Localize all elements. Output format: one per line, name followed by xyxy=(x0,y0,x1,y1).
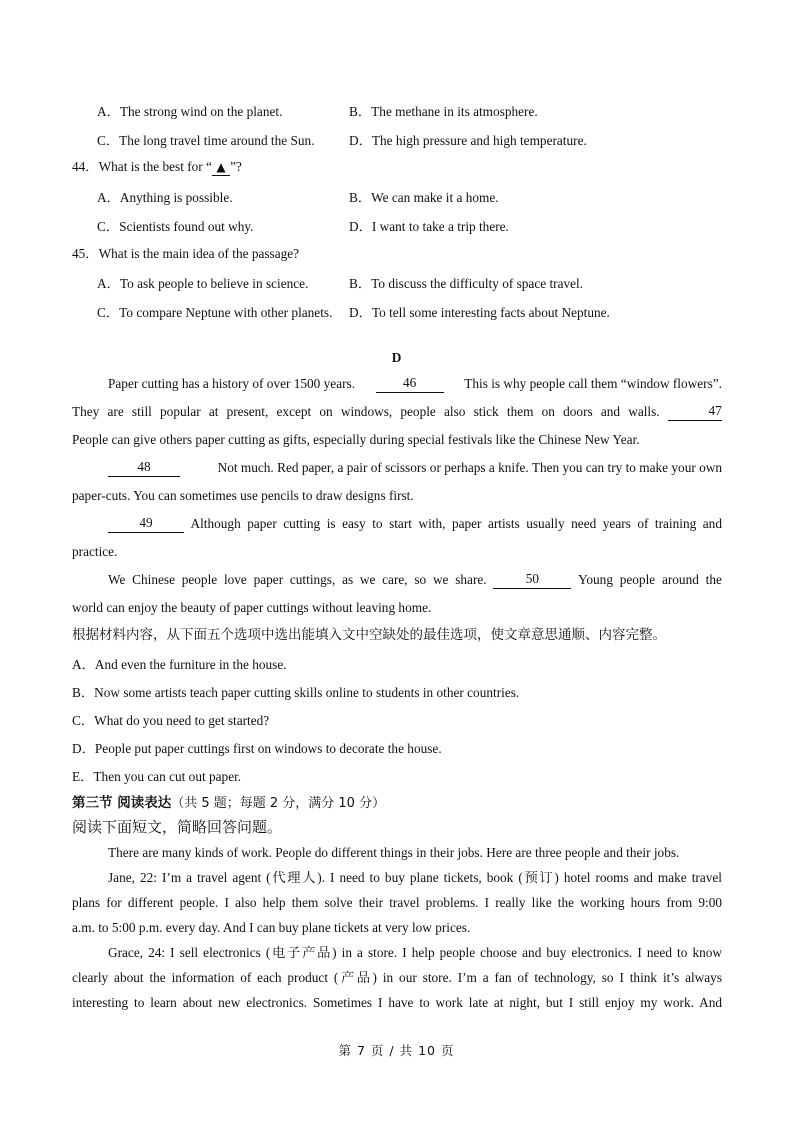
section-d-option-d: D．People put paper cuttings first on windows to decorate the house. xyxy=(72,741,442,756)
section3-instruction: 阅读下面短文，简略回答问题。 xyxy=(72,818,283,836)
section3-heading-scoring: （共 5 题；每题 2 分，满分 10 分） xyxy=(171,796,386,811)
passage-d-p4-line2: world can enjoy the beauty of paper cuttings without leaving home. xyxy=(72,600,432,615)
q44-option-row-2 xyxy=(97,216,737,234)
q45-option-b: B．To discuss the difficulty of space travel. xyxy=(349,276,584,291)
q43-option-c: C．The long travel time around the Sun. xyxy=(97,133,315,148)
blank-47: 47 xyxy=(668,403,722,421)
word: need xyxy=(571,516,597,531)
word: start xyxy=(389,516,412,531)
word: and xyxy=(702,516,722,531)
grace-line2: clearly about the information of each product (产品) in our store. I’m a fan of technology, so I think it’s always xyxy=(72,970,722,985)
word: with, xyxy=(418,516,446,531)
word: people xyxy=(619,572,656,587)
word: windows, xyxy=(340,404,393,419)
word: paper xyxy=(253,572,284,587)
q44-question: 44．What is the best for “ ▲ ”? xyxy=(72,159,242,174)
section3-heading xyxy=(72,794,385,813)
q45-option-d: D．To tell some interesting facts about Neptune. xyxy=(349,305,610,320)
word: present, xyxy=(226,404,269,419)
word: Chinese xyxy=(132,572,175,587)
word: usually xyxy=(526,516,565,531)
word: we xyxy=(359,572,376,587)
passage-d-p2-line1: 48 Not much. Red paper, a pair of scissors or perhaps a knife. Then you can try to make your own xyxy=(108,459,722,477)
word: care, xyxy=(382,572,408,587)
passage-d-p1-line3: People can give others paper cutting as gifts, especially during special festivals like the Chinese New Year. xyxy=(72,432,640,447)
passage-d-p1-line2 xyxy=(72,403,722,421)
word: are xyxy=(107,404,124,419)
q44-option-c: C．Scientists found out why. xyxy=(97,219,254,234)
word: of xyxy=(637,516,649,531)
word: doors xyxy=(563,404,593,419)
word: and xyxy=(600,404,621,419)
q43-option-row-2 xyxy=(97,130,737,148)
word: is xyxy=(326,516,336,531)
word: paper xyxy=(451,516,482,531)
q43-option-a: A．The strong wind on the planet. xyxy=(97,104,283,119)
triangle-blank-icon: ▲ xyxy=(212,160,230,176)
blank-50: 50 xyxy=(493,571,571,589)
grace-line3: interesting to learn about new electronics. Sometimes I have to work late at night, but I still enjoy my work. And xyxy=(72,995,722,1010)
word: as xyxy=(342,572,354,587)
grace-line1: Grace, 24: I sell electronics (电子产品) in a store. I help people choose and buy electronics. I need to know xyxy=(108,945,722,960)
word: around xyxy=(661,572,699,587)
section-d-instruction: 根据材料内容，从下面五个选项中选出能填入文中空缺处的最佳选项，使文章意思通顺、内容完整。 xyxy=(72,627,666,643)
word: still xyxy=(131,404,152,419)
word: We xyxy=(108,572,126,587)
jane-line3: a.m. to 5:00 p.m. every day. And I can buy plane tickets at very low prices. xyxy=(72,920,471,935)
word: easy xyxy=(342,516,366,531)
word: also xyxy=(444,404,466,419)
passage-d-p3-line2: practice. xyxy=(72,544,118,559)
section-d-option-c: C．What do you need to get started? xyxy=(72,713,270,728)
q45-question: 45．What is the main idea of the passage? xyxy=(72,246,300,261)
word: so xyxy=(414,572,427,587)
word: at xyxy=(208,404,219,419)
q43-option-d: D．The high pressure and high temperature. xyxy=(349,133,587,148)
blank-46: 46 xyxy=(376,375,444,393)
page-number: 第 7 页 / 共 10 页 xyxy=(338,1043,455,1058)
word: we xyxy=(432,572,449,587)
section-d-title: D xyxy=(391,350,402,365)
q45-option-row-1 xyxy=(97,273,737,291)
word: them xyxy=(506,404,534,419)
q43-option-row-1 xyxy=(97,101,737,119)
word: people xyxy=(400,404,436,419)
word: cutting xyxy=(283,516,321,531)
word: Although xyxy=(190,516,241,531)
q45-option-a: A．To ask people to believe in science. xyxy=(97,276,309,291)
q45-option-c: C．To compare Neptune with other planets. xyxy=(97,305,333,320)
word: They xyxy=(72,404,100,419)
word: on xyxy=(319,404,333,419)
section-d-option-e: E．Then you can cut out paper. xyxy=(72,769,242,784)
word: walls. xyxy=(628,404,660,419)
q44-option-row-1 xyxy=(97,187,737,205)
word: popular xyxy=(160,404,201,419)
q43-option-b: B．The methane in its atmosphere. xyxy=(349,104,538,119)
word: stick xyxy=(473,404,499,419)
passage-d-p2-line2: paper-cuts. You can sometimes use pencils to draw designs first. xyxy=(72,488,414,503)
jane-line2: plans for different people. I also help them solve their travel problems. I really like the working hours from 9:00 xyxy=(72,895,722,910)
word: love xyxy=(223,572,247,587)
passage-d-p3-line1 xyxy=(108,515,722,533)
word: people xyxy=(181,572,218,587)
word: artists xyxy=(487,516,520,531)
section-d-option-b: B．Now some artists teach paper cutting skills online to students in other countries. xyxy=(72,685,520,700)
word: paper xyxy=(247,516,277,531)
word: cuttings, xyxy=(289,572,336,587)
jane-line1: Jane, 22: I’m a travel agent (代理人). I need to buy plane tickets, book (预订) hotel rooms and make travel xyxy=(108,870,722,885)
q44-option-b: B．We can make it a home. xyxy=(349,190,499,205)
q45-option-row-2 xyxy=(97,302,737,320)
section3-intro: There are many kinds of work. People do different things in their jobs. Here are three people and their jobs. xyxy=(108,845,680,860)
section-d-option-a: A．And even the furniture in the house. xyxy=(72,657,287,672)
word: training xyxy=(654,516,697,531)
word: the xyxy=(705,572,722,587)
q44-option-a: A．Anything is possible. xyxy=(97,190,233,205)
word: on xyxy=(541,404,555,419)
blank-49: 49 xyxy=(108,515,184,533)
blank-48: 48 xyxy=(108,459,180,477)
passage-d-p1-line1: Paper cutting has a history of over 1500 years. 46 This is why people call them “window flowers”. xyxy=(108,375,722,391)
word: to xyxy=(372,516,383,531)
q44-option-d: D．I want to take a trip there. xyxy=(349,219,509,234)
section3-heading-bold: 第三节 阅读表达 xyxy=(72,795,172,811)
word: except xyxy=(276,404,312,419)
passage-d-p4-line1 xyxy=(108,571,722,589)
word: years xyxy=(602,516,631,531)
word: share. xyxy=(455,572,487,587)
word: Young xyxy=(578,572,613,587)
